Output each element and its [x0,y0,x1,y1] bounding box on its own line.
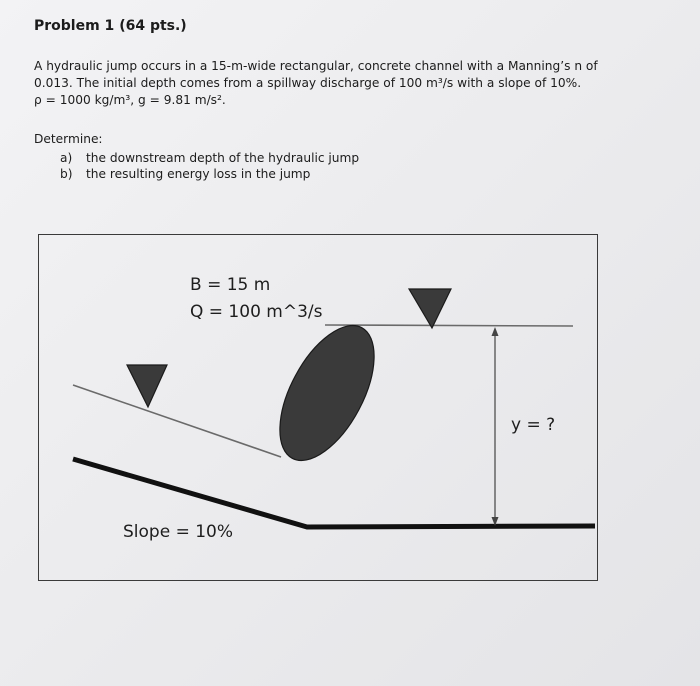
item-marker: a) [60,151,73,165]
statement-line-3: ρ = 1000 kg/m³, g = 9.81 m/s². [34,93,226,107]
channel-width-label: B = 15 m [190,275,271,295]
downstream-water-surface [325,325,573,326]
statement-line-2: 0.013. The initial depth comes from a spillway discharge of 100 m³/s with a slope of 10%. [34,76,582,90]
channel-bed [73,459,595,527]
determine-item-b [60,166,359,182]
determine-label: Determine: [34,132,103,146]
problem-heading [34,18,187,34]
hydraulic-jump-figure [38,234,598,581]
determine-list [60,150,359,182]
problem-points: (64 pts.) [119,18,187,34]
item-text: the resulting energy loss in the jump [86,167,311,181]
slope-label: Slope = 10% [123,522,234,542]
depth-label: y = ? [511,415,556,435]
water-surface-triangle-icon [127,365,167,407]
water-surface-triangle-icon [409,289,451,328]
item-text: the downstream depth of the hydraulic jump [86,151,360,165]
hydraulic-jump-roller [260,311,393,475]
determine-item-a [60,150,359,166]
statement-line-1: A hydraulic jump occurs in a 15-m-wide rectangular, concrete channel with a Manning’s n of [34,59,598,73]
problem-title: Problem 1 [34,18,115,34]
arrow-up-icon [492,327,499,336]
upstream-water-surface [73,385,281,457]
item-marker: b) [60,167,73,181]
problem-statement [34,58,624,109]
discharge-label: Q = 100 m^3/s [190,302,323,322]
